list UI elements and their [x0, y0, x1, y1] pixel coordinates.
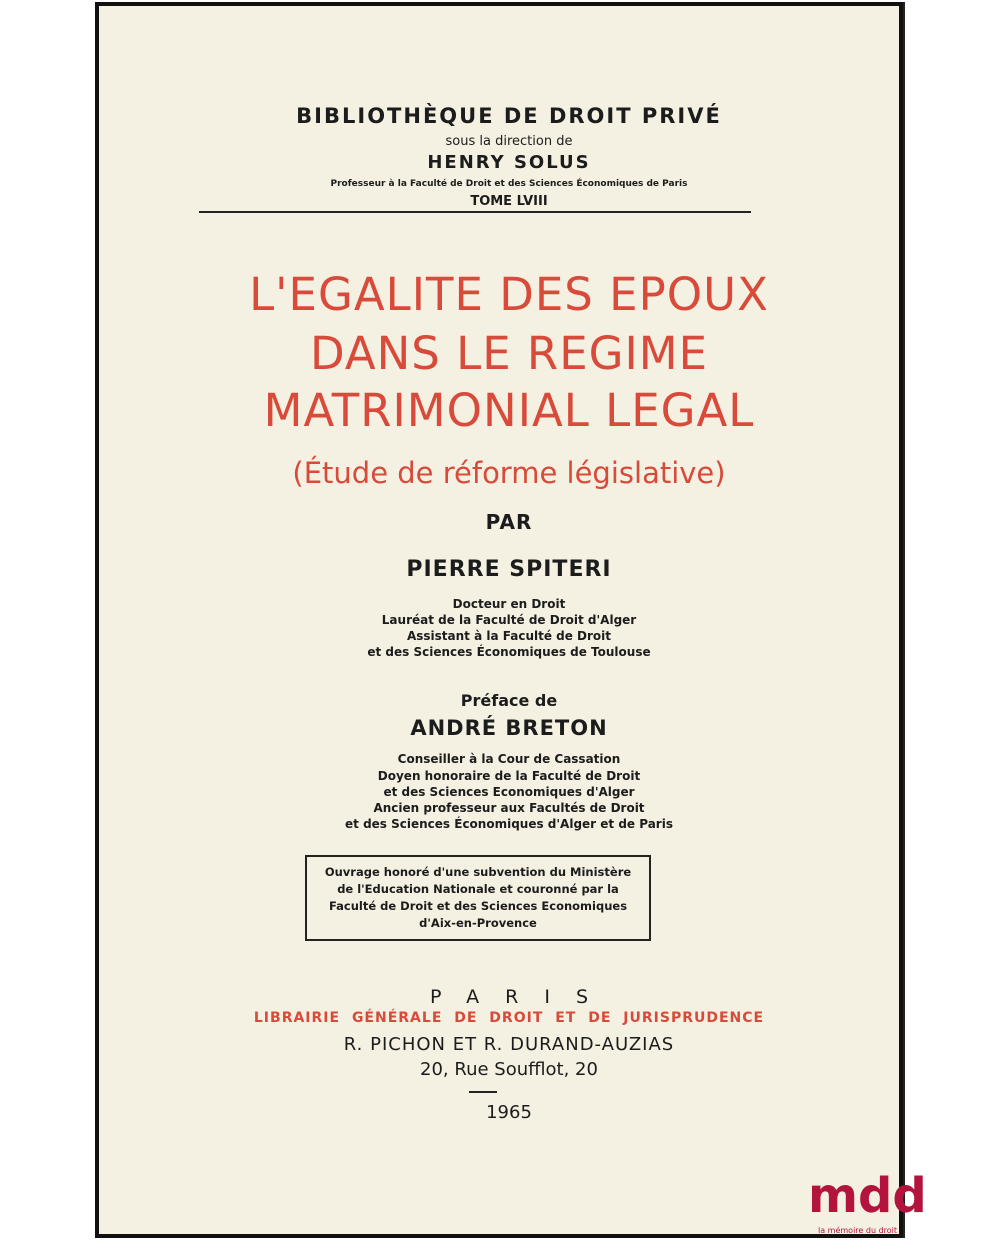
- notice-line: Faculté de Droit et des Sciences Economiques: [328, 899, 628, 913]
- author-credential: Lauréat de la Faculté de Droit d'Alger: [381, 613, 637, 627]
- by-label: PAR: [485, 510, 533, 534]
- title-page: [95, 2, 903, 1238]
- preface-label: Préface de: [460, 691, 558, 710]
- subtitle: (Étude de réforme législative): [292, 456, 726, 490]
- preface-credential: Doyen honoraire de la Faculté de Droit: [377, 769, 641, 783]
- logo-tagline: la mémoire du droit: [818, 1226, 898, 1235]
- author-credential: Assistant à la Faculté de Droit: [406, 629, 612, 643]
- author-credential: Docteur en Droit: [452, 597, 566, 611]
- author-name: PIERRE SPITERI: [406, 557, 612, 582]
- preface-credential: Conseiller à la Cour de Cassation: [397, 752, 621, 766]
- imprint-address: 20, Rue Soufflot, 20: [420, 1059, 598, 1080]
- logo-brand: mdd: [808, 1168, 927, 1224]
- imprint-city: PARIS: [429, 986, 615, 1008]
- author-credential: et des Sciences Économiques de Toulouse: [367, 645, 651, 659]
- title-line-2: DANS LE REGIME: [309, 327, 709, 380]
- series-director: HENRY SOLUS: [427, 152, 591, 173]
- preface-credential: et des Sciences Économiques d'Alger et de Paris: [345, 817, 673, 831]
- preface-author-name: ANDRÉ BRETON: [410, 716, 608, 740]
- series-director-title: Professeur à la Faculté de Droit et des Sciences Économiques de Paris: [330, 179, 688, 189]
- imprint-publisher: LIBRAIRIE GÉNÉRALE DE DROIT ET DE JURISPRUDENCE: [253, 1010, 765, 1026]
- preface-credential: et des Sciences Economiques d'Alger: [383, 785, 635, 799]
- title-line-1: L'EGALITE DES EPOUX: [249, 268, 769, 321]
- tome-number: TOME LVIII: [470, 194, 548, 209]
- notice-line: Ouvrage honoré d'une subvention du Ministère: [324, 865, 632, 879]
- award-notice-box: [305, 855, 651, 941]
- title-line-3: MATRIMONIAL LEGAL: [263, 384, 755, 437]
- notice-line: de l'Education Nationale et couronné par la: [337, 882, 619, 896]
- preface-credential: Ancien professeur aux Facultés de Droit: [373, 801, 645, 815]
- series-name: BIBLIOTHÈQUE DE DROIT PRIVÉ: [296, 104, 722, 128]
- notice-line: d'Aix-en-Provence: [419, 916, 537, 930]
- series-direction: sous la direction de: [445, 134, 573, 149]
- imprint-printer: R. PICHON ET R. DURAND-AUZIAS: [343, 1034, 675, 1055]
- year-divider: [469, 1091, 497, 1093]
- imprint-year: 1965: [486, 1102, 532, 1123]
- header-divider: [199, 211, 751, 213]
- mdd-logo: [808, 1168, 927, 1242]
